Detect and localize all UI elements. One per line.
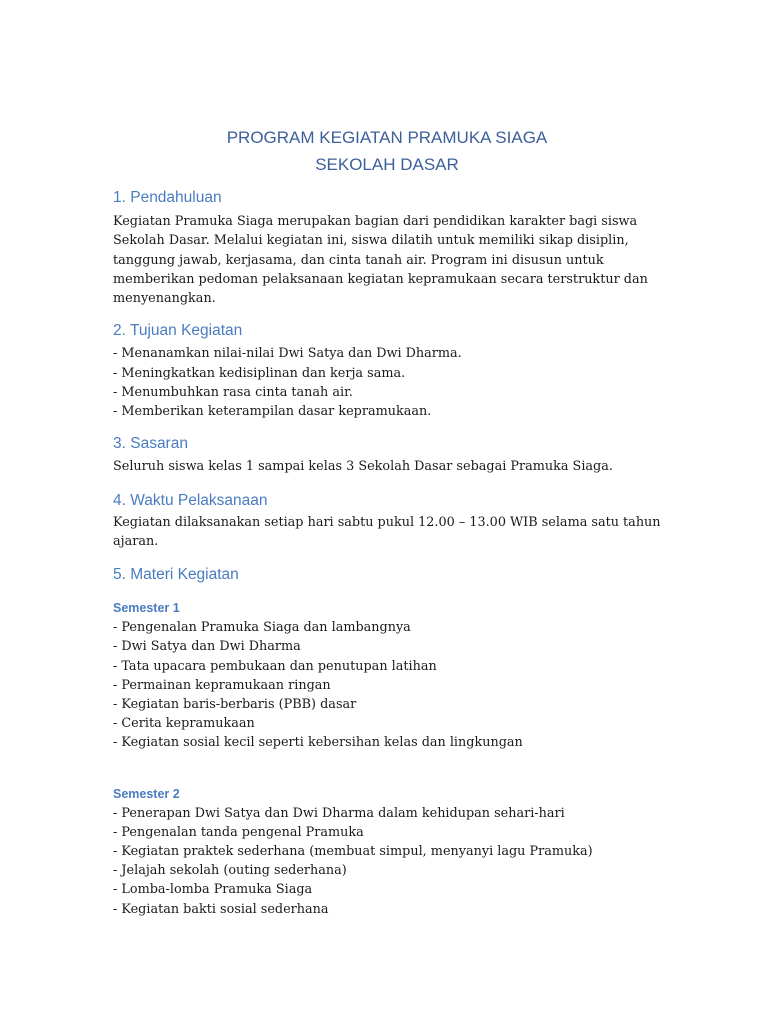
list-item: - Cerita kepramukaan <box>113 716 255 732</box>
list-item: - Kegiatan praktek sederhana (membuat simpul, menyanyi lagu Pramuka) <box>113 844 593 860</box>
list-item: - Memberikan keterampilan dasar kepramukaan. <box>113 404 432 420</box>
section-heading-materi: 5. Materi Kegiatan <box>113 566 239 584</box>
section-paragraph-pendahuluan: Kegiatan Pramuka Siaga merupakan bagian dari pendidikan karakter bagi siswa Sekolah Dasar. Melalui kegiatan ini, siswa dilatih untuk memiliki sikap disiplin, tanggung jawab, kerjasama, dan cinta tanah air. Program ini disusun untuk memberikan pedoman pelaksanaan kegiatan kepramukaan secara terstruktur dan menyenangkan. <box>113 214 648 307</box>
semester-1-heading: Semester 1 <box>113 601 180 616</box>
section-heading-pendahuluan: 1. Pendahuluan <box>113 189 222 206</box>
section-heading-waktu: 4. Waktu Pelaksanaan <box>113 491 268 509</box>
list-item: - Lomba-lomba Pramuka Siaga <box>113 882 313 898</box>
list-item: - Menumbuhkan rasa cinta tanah air. <box>113 384 353 400</box>
list-item: - Dwi Satya dan Dwi Dharma <box>113 639 301 655</box>
document-title-line-2: SEKOLAH DASAR <box>315 155 459 174</box>
section-heading-tujuan: 2. Tujuan Kegiatan <box>113 322 243 340</box>
document-title-line-1: PROGRAM KEGIATAN PRAMUKA SIAGA <box>226 128 548 147</box>
document-content <box>113 124 661 919</box>
list-item: - Kegiatan sosial kecil seperti kebersihan kelas dan lingkungan <box>113 735 523 751</box>
section-paragraph-waktu: Kegiatan dilaksanakan setiap hari sabtu pukul 12.00 – 13.00 WIB selama satu tahun ajaran. <box>113 514 661 549</box>
list-item: - Kegiatan baris-berbaris (PBB) dasar <box>113 697 357 712</box>
list-item: - Permainan kepramukaan ringan <box>113 677 331 693</box>
list-item: - Kegiatan bakti sosial sederhana <box>113 901 329 917</box>
section-paragraph-sasaran: Seluruh siswa kelas 1 sampai kelas 3 Sekolah Dasar sebagai Pramuka Siaga. <box>113 459 613 475</box>
list-item: - Penerapan Dwi Satya dan Dwi Dharma dalam kehidupan sehari-hari <box>113 805 565 821</box>
list-item: - Meningkatkan kedisiplinan dan kerja sama. <box>113 365 406 381</box>
semester-1-list <box>113 618 661 752</box>
list-item: - Jelajah sekolah (outing sederhana) <box>113 863 347 879</box>
section-heading-sasaran: 3. Sasaran <box>113 435 188 453</box>
semester-2-heading: Semester 2 <box>113 786 180 801</box>
semester-2-list <box>113 804 661 919</box>
list-item: - Menanamkan nilai-nilai Dwi Satya dan Dwi Dharma. <box>113 346 462 362</box>
list-item: - Pengenalan Pramuka Siaga dan lambangnya <box>113 620 411 636</box>
list-item: - Pengenalan tanda pengenal Pramuka <box>113 824 364 840</box>
list-item: - Tata upacara pembukaan dan penutupan latihan <box>113 658 437 674</box>
tujuan-list <box>113 344 661 421</box>
